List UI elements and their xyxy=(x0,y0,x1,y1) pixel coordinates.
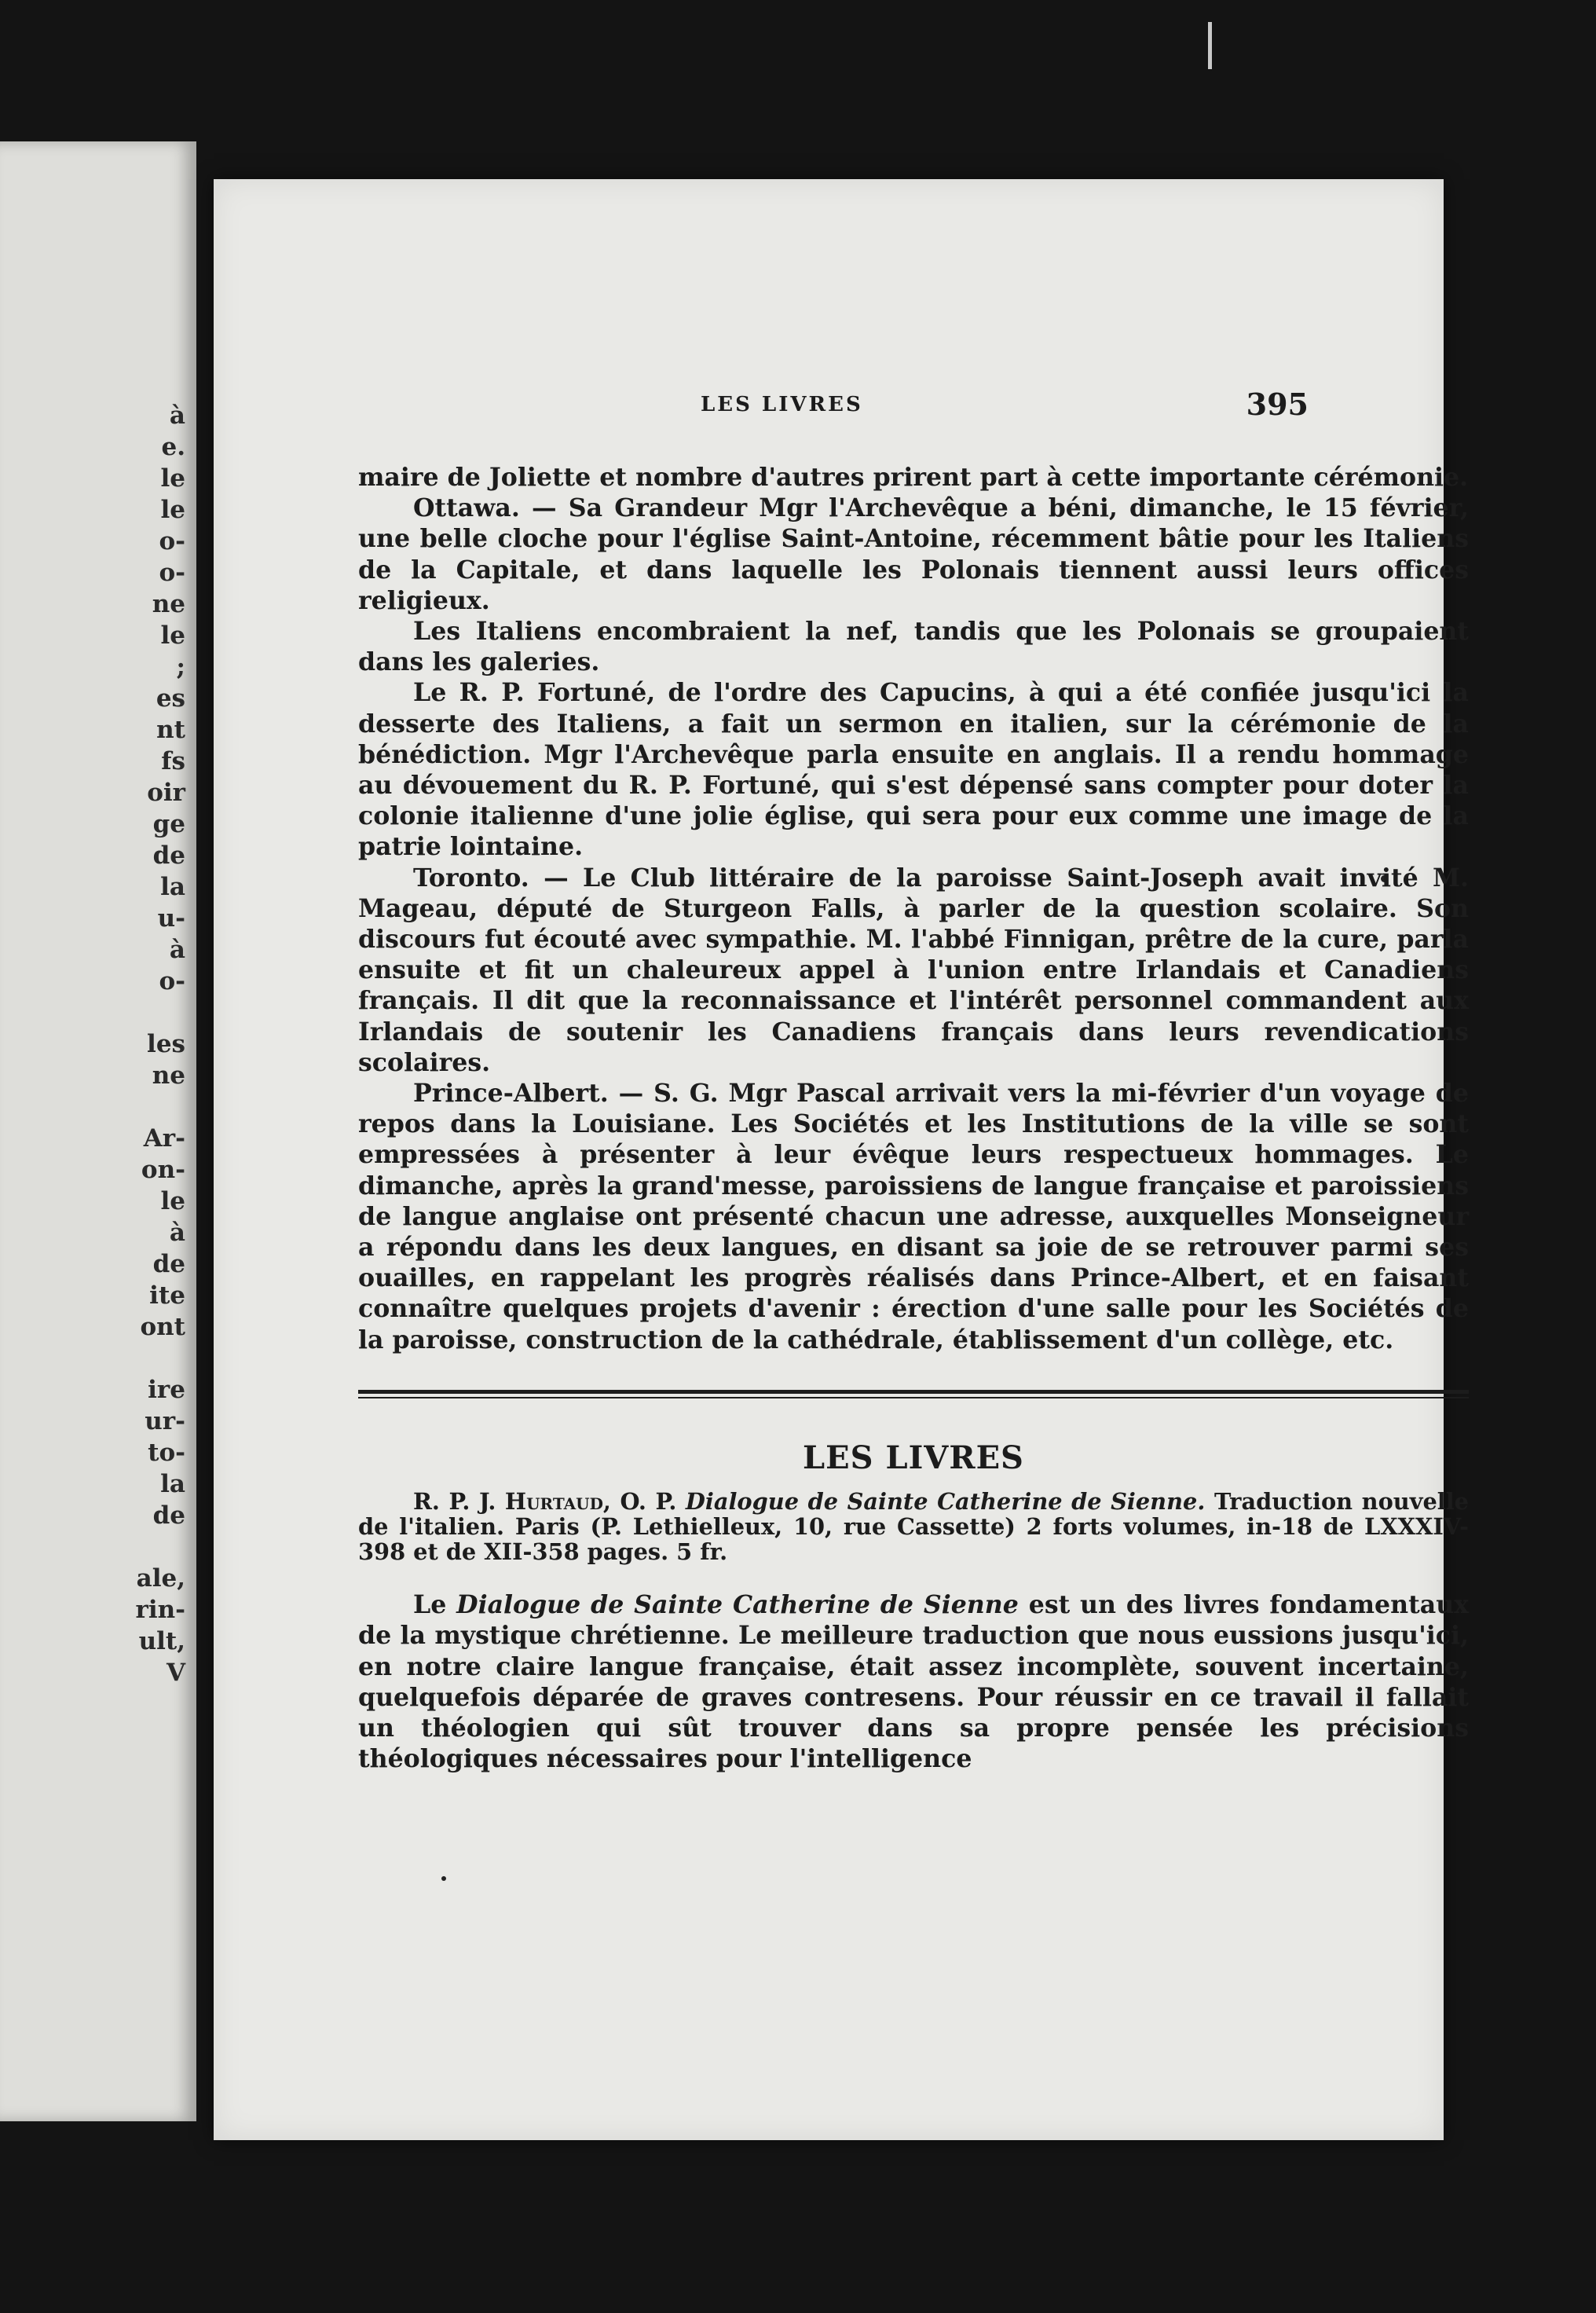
left-page-fragment: ge xyxy=(152,810,185,838)
left-page-fragment: Ar- xyxy=(143,1124,185,1153)
page-number: 395 xyxy=(1246,387,1309,422)
paragraph-ottawa xyxy=(358,493,1469,616)
left-page-fragment: ; xyxy=(176,653,185,681)
left-page-fragment: les xyxy=(147,1030,185,1058)
left-page-fragment: o- xyxy=(159,527,185,555)
paragraph: maire de Joliette et nombre d'autres prirent part à cette importante cérémonie. xyxy=(358,463,1469,492)
review-text: est un des livres fondamentaux de la mystique chrétienne. Le meilleure traduction que nous eussions jusqu'ici, en notre claire langue française, était assez incomplète, souvent incertaine, quelquefois déparée de graves contresens. Pour réussir en ce travail il fallait un théologien qui sût trouver dans sa propre pensée les précisions théologiques nécessaires pour l'intelligence xyxy=(358,1590,1469,1774)
paragraph-toronto xyxy=(358,863,1469,1078)
paragraph: Le R. P. Fortuné, de l'ordre des Capucins, à qui a été confiée jusqu'ici la desserte des Italiens, a fait un sermon en italien, sur la cérémonie de la bénédiction. Mgr l'Archevêque parla ensuite en anglais. Il a rendu hommage au dévouement du R. P. Fortuné, qui s'est dépensé sans compter pour doter la colonie italienne d'une jolie église, qui sera pour eux comme une image de la patrie lointaine. xyxy=(358,678,1469,862)
place-name: Prince-Albert. xyxy=(413,1079,609,1109)
left-page-fragment: o- xyxy=(159,559,185,587)
running-head-title: LES LIVRES xyxy=(701,393,863,416)
left-page-fragment: nt xyxy=(156,716,185,744)
left-page-fragment: e. xyxy=(161,433,185,461)
left-page-fragment: ne xyxy=(152,1061,185,1090)
left-page-fragment: de xyxy=(152,1250,185,1278)
book-author: R. P. J. Hurtaud, O. P. xyxy=(413,1488,677,1516)
book-page xyxy=(214,179,1469,2140)
review-lead: Le xyxy=(413,1590,457,1620)
left-page-fragment: à xyxy=(169,1219,185,1247)
left-page-fragment: ur- xyxy=(145,1407,185,1435)
left-page-fragment: ne xyxy=(152,590,185,618)
left-page-fragment: V xyxy=(166,1659,185,1687)
review-book-title: Dialogue de Sainte Catherine de Sienne xyxy=(456,1590,1019,1620)
book-reference xyxy=(358,1489,1469,1564)
place-name: Ottawa. xyxy=(413,493,520,523)
book-publication: Traduction nouvelle de l'italien. Paris (P. Lethielleux, 10, rue Cassette) 2 forts volumes, in-18 de LXXXIV-398 et de XII-358 pages. 5 fr. xyxy=(358,1488,1469,1566)
review-paragraph xyxy=(358,1589,1469,1774)
paragraph-text: — Sa Grandeur Mgr l'Archevêque a béni, dimanche, le 15 février, une belle cloche pour l'église Saint-Antoine, récemment bâtie pour les Italiens de la Capitale, et dans laquelle les Polonais tiennent aussi leurs offices religieux. xyxy=(358,493,1469,615)
left-page-fragment: rin- xyxy=(135,1596,185,1624)
left-page-fragment: à xyxy=(169,401,185,430)
left-page-fragment: ont xyxy=(140,1313,185,1341)
left-page-fragment: le xyxy=(160,621,185,650)
film-scratch xyxy=(1208,22,1212,69)
running-head xyxy=(214,387,1444,424)
paragraph-prince-albert xyxy=(358,1078,1469,1355)
left-page-fragment: fs xyxy=(161,747,185,775)
section-divider xyxy=(358,1390,1469,1398)
page-body xyxy=(358,462,1469,1774)
left-page-fragment: o- xyxy=(159,967,185,995)
left-page-fragment: oir xyxy=(147,779,185,807)
left-page-fragment: à xyxy=(169,936,185,964)
speck xyxy=(441,1876,446,1881)
left-page-fragment: ale, xyxy=(136,1564,185,1593)
left-page-fragment: de xyxy=(152,841,185,870)
left-page-fragment: es xyxy=(156,684,185,713)
left-page-fragment: le xyxy=(160,464,185,493)
left-page-fragment: u- xyxy=(157,904,185,933)
left-page-fragment: la xyxy=(160,1470,185,1498)
paragraph-text: — S. G. Mgr Pascal arrivait vers la mi-février d'un voyage de repos dans la Louisiane. Les Sociétés et les Institutions de la ville se sont empressées à présenter à leur évêque leurs respectueux hommages. Le dimanche, après la grand'messe, paroissiens de langue française et paroissiens de langue anglaise ont présenté chacun une adresse, auxquelles Monseigneur a répondu dans les deux langues, en disant sa joie de se retrouver parmi ses ouailles, en rappelant les progrès réalisés dans Prince-Albert, et en faisant connaître quelques projets d'avenir : érection d'une salle pour les Sociétés de la paroisse, construction de la cathédrale, établissement d'un collège, etc. xyxy=(358,1079,1469,1354)
left-page-fragment: la xyxy=(160,873,185,901)
left-page-fragment: de xyxy=(152,1501,185,1530)
paragraph: Les Italiens encombraient la nef, tandis que les Polonais se groupaient dans les galeries. xyxy=(358,617,1469,677)
left-page-fragment: ire xyxy=(148,1376,185,1404)
left-page-fragment: on- xyxy=(141,1156,185,1184)
left-page-edge xyxy=(0,141,196,2121)
left-page-fragment: ite xyxy=(149,1281,185,1310)
place-name: Toronto. xyxy=(413,863,529,893)
paragraph-text: — Le Club littéraire de la paroisse Saint-Joseph avait invité M. Mageau, député de Sturgeon Falls, à parler de la question scolaire. Son discours fut écouté avec sympathie. M. l'abbé Finnigan, prêtre de la cure, parla ensuite et fit un chaleureux appel à l'union entre Irlandais et Canadiens français. Il dit que la reconnaissance et l'intérêt personnel commandent aux Irlandais de soutenir les Canadiens français dans leurs revendications scolaires. xyxy=(358,863,1469,1077)
section-heading: LES LIVRES xyxy=(803,1439,1024,1476)
left-page-fragment: le xyxy=(160,496,185,524)
book-title: Dialogue de Sainte Catherine de Sienne. xyxy=(685,1488,1206,1516)
left-page-fragment: le xyxy=(160,1187,185,1215)
left-page-fragment: ult, xyxy=(138,1627,185,1655)
left-page-fragment: to- xyxy=(148,1439,185,1467)
